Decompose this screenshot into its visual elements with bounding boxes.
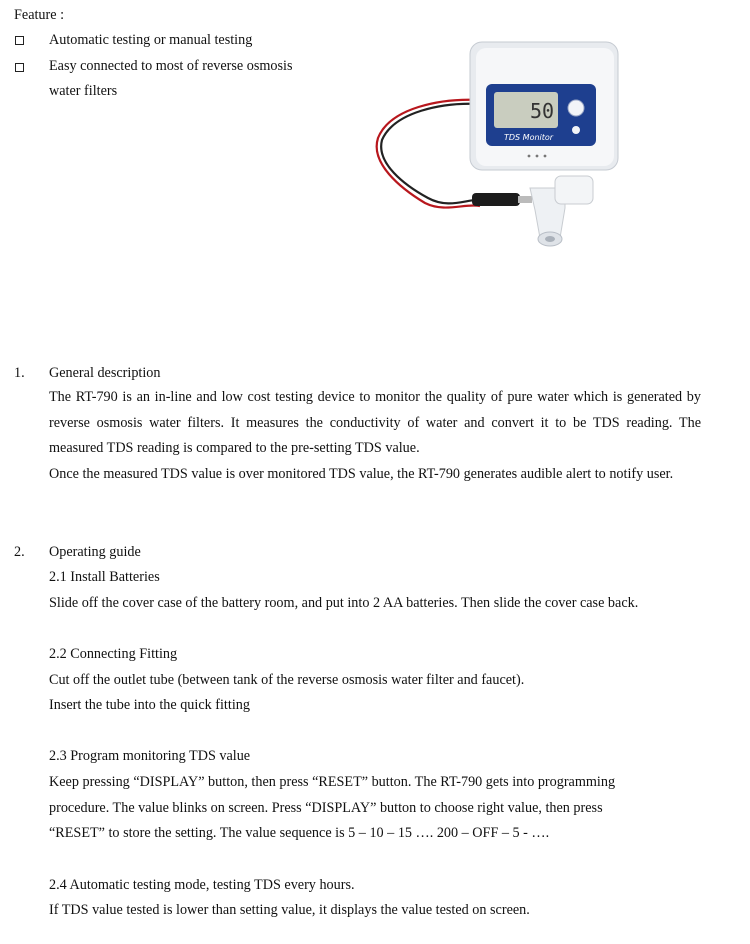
subsection-2-3-line-3: “RESET” to store the setting. The value sequence is 5 – 10 – 15 …. 200 – OFF – 5 - …. <box>49 825 550 841</box>
section-2-number: 2. <box>14 544 25 560</box>
tds-monitor-image <box>370 38 625 253</box>
feature-item-2-cont: water filters <box>49 83 118 99</box>
subsection-2-2-title: 2.2 Connecting Fitting <box>49 646 178 662</box>
checkbox-icon <box>15 36 24 45</box>
section-1-para-1: The RT-790 is an in-line and low cost testing device to monitor the quality of pure water which is generated by reverse osmosis water filters. It measures the conductivity of water and convert it to be TDS reading. The measured TDS reading is compared to the pre-setting TDS value. <box>49 389 701 457</box>
subsection-2-2-line-1: Cut off the outlet tube (between tank of the reverse osmosis water filter and faucet). <box>49 672 525 688</box>
subsection-2-3-title: 2.3 Program monitoring TDS value <box>49 748 251 764</box>
device-label: TDS Monitor <box>504 133 554 142</box>
section-1-number: 1. <box>14 365 25 381</box>
feature-item-2: Easy connected to most of reverse osmosis <box>49 58 293 74</box>
subsection-2-3-line-1: Keep pressing “DISPLAY” button, then press “RESET” button. The RT-790 gets into programming <box>49 774 616 790</box>
section-1-para-2: Once the measured TDS value is over monitored TDS value, the RT-790 generates audible alert to notify user. <box>49 466 674 482</box>
section-1-heading: General description <box>49 365 161 381</box>
checkbox-icon <box>15 63 24 72</box>
lcd-value: 50 <box>530 99 555 123</box>
subsection-2-1-text: Slide off the cover case of the battery room, and put into 2 AA batteries. Then slide the cover case back. <box>49 595 639 611</box>
subsection-2-3-line-2: procedure. The value blinks on screen. Press “DISPLAY” button to choose right value, then press <box>49 800 603 816</box>
feature-title: Feature : <box>14 7 65 23</box>
subsection-2-4-line-1: If TDS value tested is lower than setting value, it displays the value tested on screen. <box>49 902 530 918</box>
subsection-2-1-title: 2.1 Install Batteries <box>49 569 160 585</box>
section-2-heading: Operating guide <box>49 544 141 560</box>
feature-item-1: Automatic testing or manual testing <box>49 32 253 48</box>
subsection-2-2-line-2: Insert the tube into the quick fitting <box>49 697 250 713</box>
subsection-2-4-title: 2.4 Automatic testing mode, testing TDS every hours. <box>49 877 355 893</box>
